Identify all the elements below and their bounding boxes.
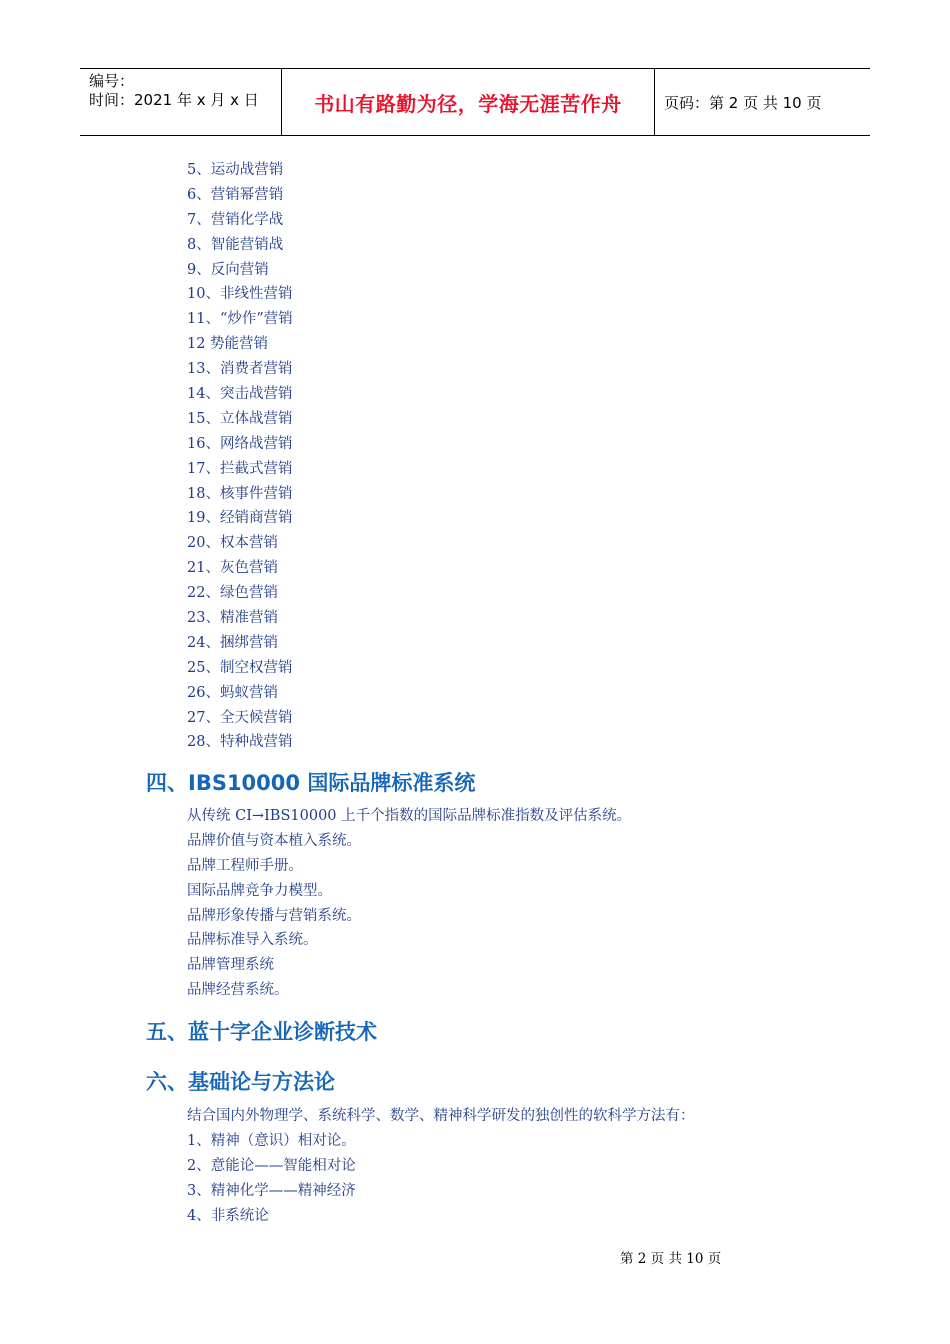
- list-item: 15、立体战营销: [187, 410, 293, 427]
- list-item: 27、全天候营销: [187, 709, 293, 726]
- list-item: 26、蚂蚁营销: [187, 684, 278, 701]
- list-item: 28、特种战营销: [187, 734, 293, 751]
- list-item: 品牌价值与资本植入系统。: [187, 832, 361, 849]
- list-item: 国际品牌竞争力模型。: [187, 882, 332, 899]
- list-item: 12 势能营销: [187, 336, 269, 353]
- list-item: 5、运动战营销: [187, 162, 284, 178]
- list-item: 20、权本营销: [187, 535, 278, 552]
- list-item: 6、营销幂营销: [187, 186, 284, 203]
- list-item: 品牌标准导入系统。: [187, 932, 318, 949]
- list-item: 7、营销化学战: [187, 211, 284, 228]
- list-item: 10、非线性营销: [187, 286, 293, 303]
- page-header: [80, 68, 870, 136]
- list-item: 8、智能营销战: [187, 236, 284, 253]
- page-footer: 第 2 页 共 10 页: [620, 1251, 722, 1267]
- list-item: 13、消费者营销: [187, 361, 293, 378]
- list-item: 23、精准营销: [187, 610, 278, 627]
- list-item: 2、意能论——智能相对论: [187, 1157, 356, 1174]
- header-motto: 书山有路勤为径，学海无涯苦作舟: [282, 69, 655, 135]
- list-item: 3、精神化学——精神经济: [187, 1182, 356, 1199]
- header-page-info: 页码：第 2 页 共 10 页: [664, 93, 822, 112]
- list-item: 19、经销商营销: [187, 510, 293, 527]
- number-label: 编号：: [89, 72, 135, 90]
- list-item: 4、非系统论: [187, 1207, 269, 1224]
- list-item: 品牌工程师手册。: [187, 857, 303, 874]
- list-item: 11、“炒作”营销: [187, 311, 293, 328]
- section-5-heading: 五、蓝十字企业诊断技术: [146, 1020, 377, 1044]
- list-item: 18、核事件营销: [187, 485, 293, 502]
- list-item: 品牌经营系统。: [187, 982, 289, 999]
- list-item: 22、绿色营销: [187, 585, 278, 602]
- section-6-heading: 六、基础论与方法论: [146, 1070, 335, 1094]
- time-label: 时间：2021 年 x 月 x 日: [89, 91, 259, 109]
- list-item: 品牌管理系统: [187, 957, 274, 974]
- list-item: 25、制空权营销: [187, 659, 293, 676]
- list-item: 1、精神（意识）相对论。: [187, 1132, 356, 1149]
- section-4-list: [187, 804, 631, 1003]
- list-item: 9、反向营销: [187, 261, 269, 278]
- marketing-list: [187, 158, 293, 755]
- list-item: 17、拦截式营销: [187, 460, 293, 477]
- list-item: 24、捆绑营销: [187, 634, 278, 651]
- list-item: 从传统 CI→IBS10000 上千个指数的国际品牌标准指数及评估系统。: [187, 808, 632, 824]
- list-item: 品牌形象传播与营销系统。: [187, 907, 361, 924]
- section-4-heading: 四、IBS10000 国际品牌标准系统: [146, 771, 476, 795]
- list-item: 16、网络战营销: [187, 435, 293, 452]
- section-6-list: [187, 1104, 695, 1228]
- list-item: 14、突击战营销: [187, 386, 293, 403]
- header-meta: [80, 69, 282, 135]
- list-item: 结合国内外物理学、系统科学、数学、精神科学研发的独创性的软科学方法有：: [187, 1108, 695, 1124]
- list-item: 21、灰色营销: [187, 560, 278, 577]
